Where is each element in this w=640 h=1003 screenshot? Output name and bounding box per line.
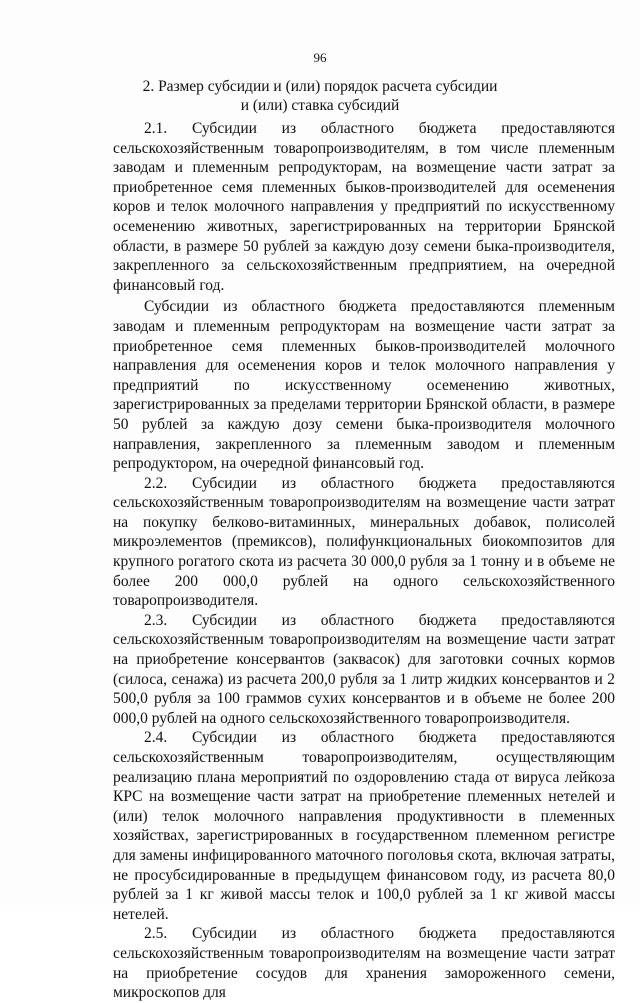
paragraph-text: Субсидии из областного бюджета предоставляются племенным заводам и племенным репродукторам на возмещение части затрат за приобретенное семя племенных быков-производителей молочного направления для осеменения коров и телок молочного направления у предприятий по искусственному осеменению животных, зарегистрированных за пределами территории Брянской области, в размере 50 рублей за каждую дозу семени быка-производителя молочного направления, закрепленного за племенным заводом и племенным репродуктором, на очередной финансовый год. <box>113 298 615 473</box>
paragraph-text: Субсидии из областного бюджета предоставляются сельскохозяйственным товаропроизводителям на возмещение части затрат на приобретение сосудов для хранения замороженного семени, микроскопов для <box>113 925 615 1002</box>
paragraph-2-1-continued <box>113 297 615 473</box>
section-heading-line-2: и (или) ставка субсидий <box>240 97 400 114</box>
paragraph-text: Субсидии из областного бюджета предоставляются сельскохозяйственным товаропроизводителям, осуществляющим реализацию плана мероприятий по оздоровлению стада от вируса лейкоза КРС на возмещение части затрат на приобретение племенных нетелей и (или) телок молочного направления продуктивности в племенных хозяйствах, зарегистрированных в государственном племенном регистре для замены инфицированного маточного поголовья скота, включая затраты, не просубсидированные в предыдущем финансовом году, из расчета 80,0 рублей за 1 кг живой массы телок и 100,0 рублей за 1 кг живой массы нетелей. <box>113 729 615 923</box>
paragraph-number: 2.1. <box>144 120 168 137</box>
paragraph-2-4 <box>113 728 615 924</box>
document-body <box>113 119 615 1003</box>
section-heading-line-1: 2. Размер субсидии и (или) порядок расчета субсидии <box>142 78 498 95</box>
paragraph-text: Субсидии из областного бюджета предоставляются сельскохозяйственным товаропроизводителям на возмещение части затрат на приобретение консервантов (заквасок) для заготовки сочных кормов (силоса, сенажа) из расчета 200,0 рубля за 1 литр жидких консервантов и 2 500,0 рубля за 100 граммов сухих консервантов и в объеме не более 200 000,0 рублей на одного сельскохозяйственного товаропроизводителя. <box>113 611 615 727</box>
paragraph-number: 2.5. <box>144 925 168 943</box>
paragraph-number: 2.2. <box>144 474 168 492</box>
paragraph-number: 2.4. <box>144 729 168 747</box>
paragraph-text: Субсидии из областного бюджета предоставляются сельскохозяйственным товаропроизводителям, в том числе племенным заводам и племенным репродукторам, на возмещение части затрат за приобретенное семя племенных быков-производителей для осеменения коров и телок молочного направления у предприятий по искусственному осеменению животных, зарегистрированных на территории Брянской области, в размере 50 рублей за каждую дозу семени быка-производителя, закрепленного за сельскохозяйственным предприятием, на очередной финансовый год. <box>113 120 615 294</box>
paragraph-number: 2.3. <box>144 611 168 629</box>
paragraph-2-2 <box>113 474 615 611</box>
page-number: 96 <box>313 50 327 65</box>
paragraph-2-5 <box>113 924 615 1002</box>
paragraph-2-3 <box>113 611 615 729</box>
paragraph-text: Субсидии из областного бюджета предоставляются сельскохозяйственным товаропроизводителям на возмещение части затрат на покупку белково-витаминных, минеральных добавок, полисолей микроэлементов (премиксов), полифункциональных биокомпозитов для крупного рогатого скота из расчета 30 000,0 рубля за 1 тонну и в объеме не более 200 000,0 рублей на одного сельскохозяйственного товаропроизводителя. <box>113 474 615 610</box>
paragraph-2-1 <box>113 119 615 295</box>
